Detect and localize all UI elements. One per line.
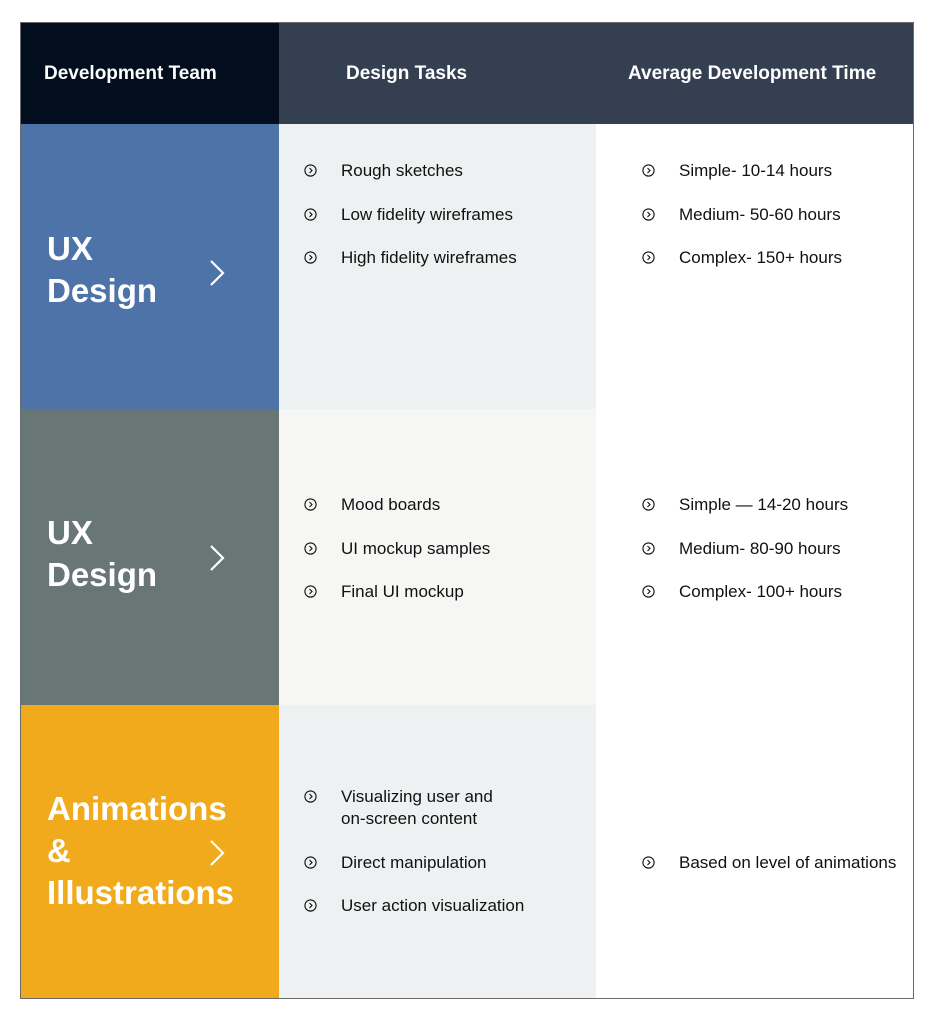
circle-chevron-icon [642,585,655,598]
task-item: Mood boards [304,494,490,516]
circle-chevron-icon [642,498,655,511]
time-item: Based on level of animations [642,852,896,874]
circle-chevron-icon [304,498,317,511]
circle-chevron-icon [304,542,317,555]
team-cell-animations-illustrations [21,705,279,999]
circle-chevron-icon [304,856,317,869]
time-item: Complex- 100+ hours [642,581,848,603]
time-item: Medium- 80-90 hours [642,538,848,560]
circle-chevron-icon [642,164,655,177]
tasks-cell [279,124,596,409]
circle-chevron-icon [304,585,317,598]
task-item: Direct manipulation [304,852,524,874]
chevron-right-icon [209,839,225,867]
chevron-right-icon [209,544,225,572]
task-item: UI mockup samples [304,538,490,560]
time-item: Medium- 50-60 hours [642,204,842,226]
circle-chevron-icon [642,208,655,221]
times-cell [596,124,914,409]
circle-chevron-icon [642,856,655,869]
times-cell [596,705,914,999]
tasks-cell [279,705,596,999]
circle-chevron-icon [304,251,317,264]
team-cell-ux-design-2 [21,409,279,705]
team-name: UX Design [47,514,158,593]
task-item: Final UI mockup [304,581,490,603]
header-average-time: Average Development Time [596,23,914,124]
times-cell [596,409,914,705]
header-development-team: Development Team [21,23,279,124]
tasks-cell [279,409,596,705]
development-time-table [20,22,914,999]
time-item: Simple- 10-14 hours [642,160,842,182]
time-item: Complex- 150+ hours [642,247,842,269]
team-name: UX Design [47,230,158,309]
task-item: Rough sketches [304,160,517,182]
task-item: Low fidelity wireframes [304,204,517,226]
time-item: Simple — 14-20 hours [642,494,848,516]
circle-chevron-icon [304,790,317,803]
team-cell-ux-design [21,124,279,409]
header-design-tasks: Design Tasks [279,23,596,124]
team-name: Animations & Illustrations [47,790,235,911]
circle-chevron-icon [642,251,655,264]
chevron-right-icon [209,259,225,287]
circle-chevron-icon [642,542,655,555]
task-item: Visualizing user and on-screen content [304,786,524,830]
circle-chevron-icon [304,208,317,221]
task-item: High fidelity wireframes [304,247,517,269]
circle-chevron-icon [304,899,317,912]
circle-chevron-icon [304,164,317,177]
task-item: User action visualization [304,895,524,917]
